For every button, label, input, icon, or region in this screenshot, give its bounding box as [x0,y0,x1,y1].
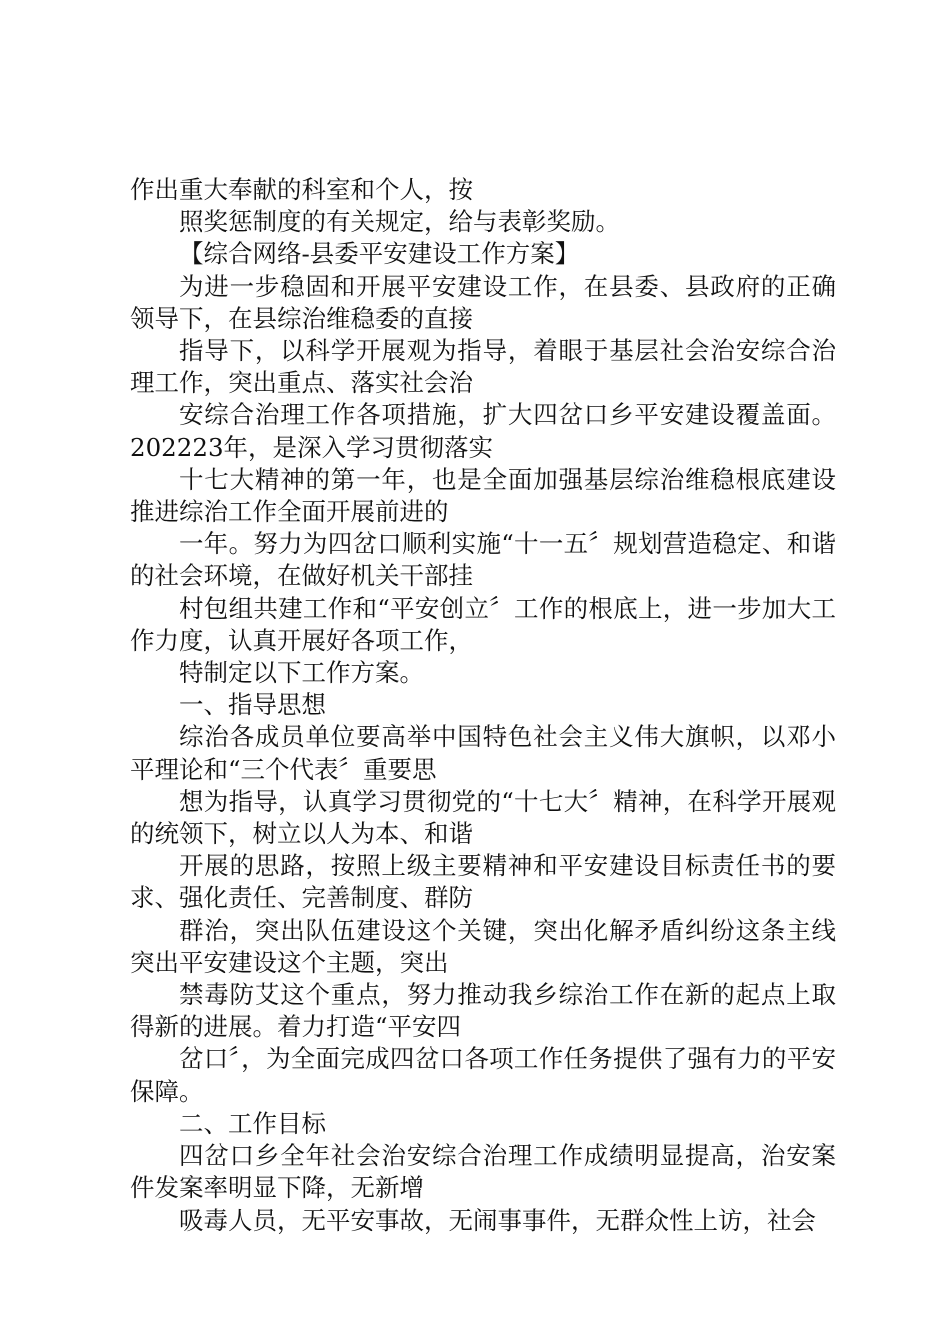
paragraph: 村包组共建工作和“平安创立〞工作的根底上，进一步加大工作力度，认真开展好各项工作， [130,593,836,655]
paragraph: 开展的思路，按照上级主要精神和平安建设目标责任书的要求、强化责任、完善制度、群防 [130,851,836,913]
paragraph: 安综合治理工作各项措施，扩大四岔口乡平安建设覆盖面。202223年，是深入学习贯彻落实 [130,400,836,462]
paragraph: 群治，突出队伍建设这个关键，突出化解矛盾纠纷这条主线突出平安建设这个主题，突出 [130,915,836,977]
paragraph: 禁毒防艾这个重点，努力推动我乡综治工作在新的起点上取得新的进展。着力打造“平安四 [130,980,836,1042]
section-title: 【综合网络-县委平安建设工作方案】 [179,239,580,269]
paragraph: 十七大精神的第一年，也是全面加强基层综治维稳根底建设推进综治工作全面开展前进的 [130,464,836,527]
paragraph: 指导下，以科学开展观为指导，着眼于基层社会治安综合治理工作，突出重点、落实社会治 [130,336,836,398]
paragraph: 吸毒人员，无平安事故，无闹事事件，无群众性上访，社会 [179,1205,816,1235]
paragraph: 想为指导，认真学习贯彻党的“十七大〞精神，在科学开展观的统领下，树立以人为本、和谐 [130,786,836,849]
paragraph: 一年。努力为四岔口顺利实施“十一五〞规划营造稳定、和谐的社会环境，在做好机关干部挂 [130,529,836,591]
heading-work-goals: 二、工作目标 [179,1108,326,1138]
paragraph: 四岔口乡全年社会治安综合治理工作成绩明显提高，治安案件发案率明显下降，无新增 [130,1141,836,1203]
heading-guiding-thought: 一、指导思想 [179,690,326,720]
paragraph: 为进一步稳固和开展平安建设工作，在县委、县政府的正确领导下，在县综治维稳委的直接 [130,271,836,333]
paragraph: 岔口〞，为全面完成四岔口各项工作任务提供了强有力的平安保障。 [130,1044,836,1106]
paragraph: 特制定以下工作方案。 [179,658,424,688]
paragraph: 综治各成员单位要高举中国特色社会主义伟大旗帜，以邓小平理论和“三个代表〞重要思 [130,722,836,784]
paragraph: 照奖惩制度的有关规定，给与表彰奖励。 [179,207,620,237]
paragraph: 作出重大奉献的科室和个人，按 [130,175,473,204]
document-page [130,174,836,1237]
